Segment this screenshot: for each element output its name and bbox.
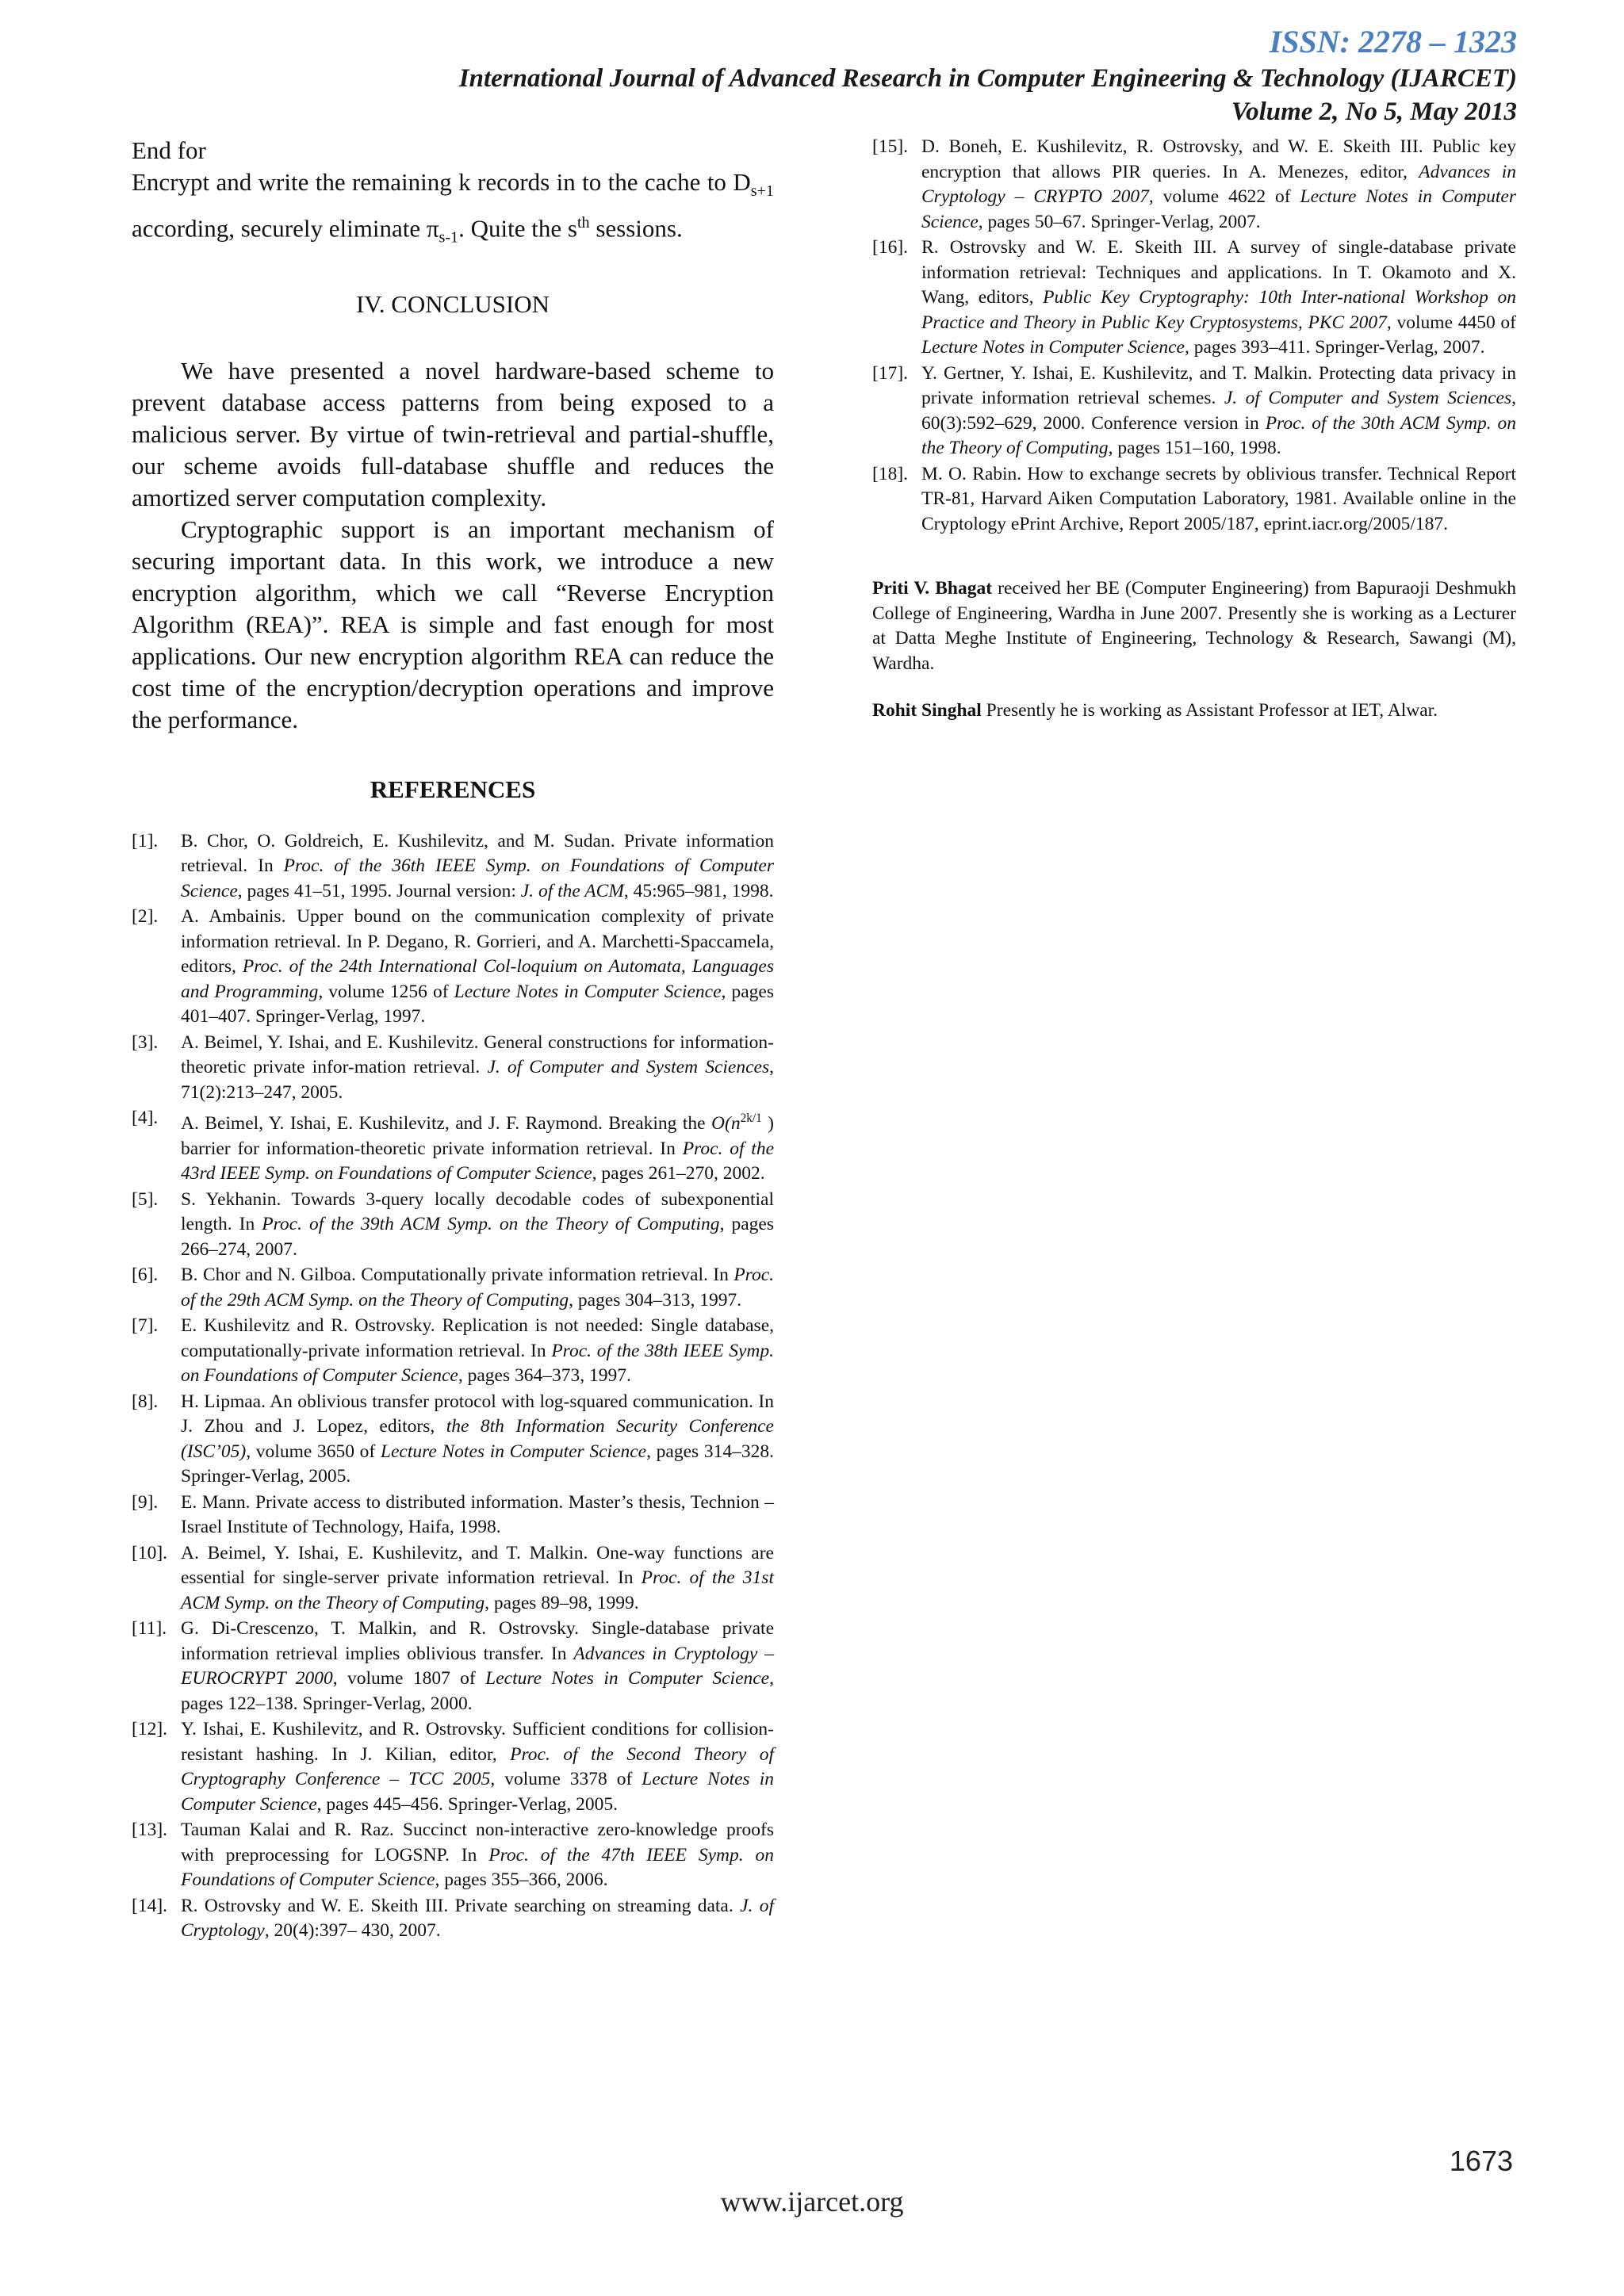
reference-item: [15]. D. Boneh, E. Kushilevitz, R. Ostrovsky, and W. E. Skeith III. Public key encryption that allows PIR queries. In A. Menezes, editor, Advances in Cryptology – CRYPTO 2007, volume 4622 of Lecture Notes in Computer Science, pages 50–67. Springer-Verlag, 2007. [872,136,1517,232]
reference-item: [10]. A. Beimel, Y. Ishai, E. Kushilevitz, and T. Malkin. One-way functions are essential for single-server private information retrieval. In Proc. of the 31st ACM Symp. on the Theory of Computing, pages 89–98, 1999. [132,1542,774,1613]
author-bio-singhal: Rohit Singhal Presently he is working as Assistant Professor at IET, Alwar. [872,700,1438,721]
conclusion-heading: IV. CONCLUSION [355,289,550,318]
conclusion-paragraph-2: Cryptographic support is an important mechanism of securing important data. In this work, we introduce a new encryption algorithm, which we call “Reverse Encryption Algorithm (REA)”. REA is simple and fast enough for most applications. Our new encryption algorithm REA can reduce the cost time of the encryption/decryption operations and improve the performance. [132,515,774,733]
author-name: Rohit Singhal [872,700,982,721]
encrypt-paragraph: Encrypt and write the remaining k records in to the cache to $D_{s+1}$ according, securely eliminate $\pi_{s-1}$. Quite the $s^{th}$ sessions. [132,168,774,247]
reference-list-left [132,829,774,1944]
left-column [132,135,774,1945]
reference-item: [1]. B. Chor, O. Goldreich, E. Kushilevitz, and M. Sudan. Private information retrieval. In Proc. of the 36th IEEE Symp. on Foundations of Computer Science, pages 41–51, 1995. Journal version: J. of the ACM, 45:965–981, 1998. [132,830,774,901]
reference-item: [17]. Y. Gertner, Y. Ishai, E. Kushilevitz, and T. Malkin. Protecting data privacy in private information retrieval schemes. J. of Computer and System Sciences, 60(3):592–629, 2000. Conference version in Proc. of the 30th ACM Symp. on the Theory of Computing, pages 151–160, 1998. [872,362,1516,458]
reference-item: [14]. R. Ostrovsky and W. E. Skeith III. Private searching on streaming data. J. of Cryptology, 20(4):397– 430, 2007. [132,1895,775,1942]
author-name: Priti V. Bhagat [872,578,993,599]
references-heading: REFERENCES [370,775,536,803]
author-bio-bhagat: Priti V. Bhagat received her BE (Computer Engineering) from Bapuraoji Deshmukh College of Engineering, Wardha in June 2007. Presently she is working as a Lecturer at Datta Meghe Institute of Engineering, Technology & Research, Sawangi (M), Wardha. [872,578,1516,674]
page-header [459,22,1517,128]
right-column [872,135,1516,742]
reference-item: [18]. M. O. Rabin. How to exchange secrets by oblivious transfer. Technical Report TR-81, Harvard Aiken Computation Laboratory, 1981. Available online in the Cryptology ePrint Archive, Report 2005/187, eprint.iacr.org/2005/187. [872,463,1516,534]
reference-item: [3]. A. Beimel, Y. Ishai, and E. Kushilevitz. General constructions for information-theoretic private infor-mation retrieval. J. of Computer and System Sciences, 71(2):213–247, 2005. [132,1031,774,1103]
issn: ISSN: 2278 – 1323 [1269,24,1517,59]
reference-item: [5]. S. Yekhanin. Towards 3-query locally decodable codes of subexponential length. In Proc. of the 39th ACM Symp. on the Theory of Computing, pages 266–274, 2007. [132,1188,774,1260]
reference-item: [9]. E. Mann. Private access to distributed information. Master’s thesis, Technion – Israel Institute of Technology, Haifa, 1998. [132,1491,774,1538]
end-for-line: End for [132,136,206,164]
reference-item: [2]. A. Ambainis. Upper bound on the communication complexity of private information retrieval. In P. Degano, R. Gorrieri, and A. Marchetti-Spaccamela, editors, Proc. of the 24th International Col-loquium on Automata, Languages and Programming, volume 1256 of Lecture Notes in Computer Science, pages 401–407. Springer-Verlag, 1997. [132,906,774,1027]
volume-info: Volume 2, No 5, May 2013 [1231,98,1517,126]
reference-item: [12]. Y. Ishai, E. Kushilevitz, and R. Ostrovsky. Sufficient conditions for collision-resistant hashing. In J. Kilian, editor, Proc. of the Second Theory of Cryptography Conference – TCC 2005, volume 3378 of Lecture Notes in Computer Science, pages 445–456. Springer-Verlag, 2005. [132,1719,774,1815]
journal-title: International Journal of Advanced Research in Computer Engineering & Technology (IJARCET) [458,64,1517,93]
reference-item: [13]. Tauman Kalai and R. Raz. Succinct non-interactive zero-knowledge proofs with preprocessing for LOGSNP. In Proc. of the 47th IEEE Symp. on Foundations of Computer Science, pages 355–366, 2006. [132,1820,774,1891]
reference-list-right [872,135,1516,537]
reference-item: [11]. G. Di-Crescenzo, T. Malkin, and R. Ostrovsky. Single-database private information retrieval implies oblivious transfer. In Advances in Cryptology – EUROCRYPT 2000, volume 1807 of Lecture Notes in Computer Science, pages 122–138. Springer-Verlag, 2000. [132,1618,775,1714]
conclusion-paragraph-1: We have presented a novel hardware-based scheme to prevent database access patterns from being exposed to a malicious server. By virtue of twin-retrieval and partial-shuffle, our scheme avoids full-database shuffle and reduces the amortized server computation complexity. [132,356,774,511]
page-number: 1673 [1449,2145,1513,2177]
website-footer: www.ijarcet.org [720,2186,904,2218]
reference-item: [16]. R. Ostrovsky and W. E. Skeith III. A survey of single-database private information retrieval: Techniques and applications. In T. Okamoto and X. Wang, editors, Public Key Cryptography: 10th Inter-national Workshop on Practice and Theory in Public Key Cryptosystems, PKC 2007, volume 4450 of Lecture Notes in Computer Science, pages 393–411. Springer-Verlag, 2007. [872,237,1516,358]
reference-item: [6]. B. Chor and N. Gilboa. Computationally private information retrieval. In Proc. of the 29th ACM Symp. on the Theory of Computing, pages 304–313, 1997. [132,1265,774,1311]
reference-item: [7]. E. Kushilevitz and R. Ostrovsky. Replication is not needed: Single database, computationally-private information retrieval. In Proc. of the 38th IEEE Symp. on Foundations of Computer Science, pages 364–373, 1997. [132,1315,774,1387]
reference-item: [4]. A. Beimel, Y. Ishai, E. Kushilevitz, and J. F. Raymond. Breaking the $O(n^{2k/1}$ ) barrier for information-theoretic private information retrieval. In Proc. of the 43rd IEEE Symp. on Foundations of Computer Science, pages 261–270, 2002. [132,1108,775,1184]
reference-item: [8]. H. Lipmaa. An oblivious transfer protocol with log-squared communication. In J. Zhou and J. Lopez, editors, the 8th Information Security Conference (ISC’05), volume 3650 of Lecture Notes in Computer Science, pages 314–328. Springer-Verlag, 2005. [132,1391,774,1487]
